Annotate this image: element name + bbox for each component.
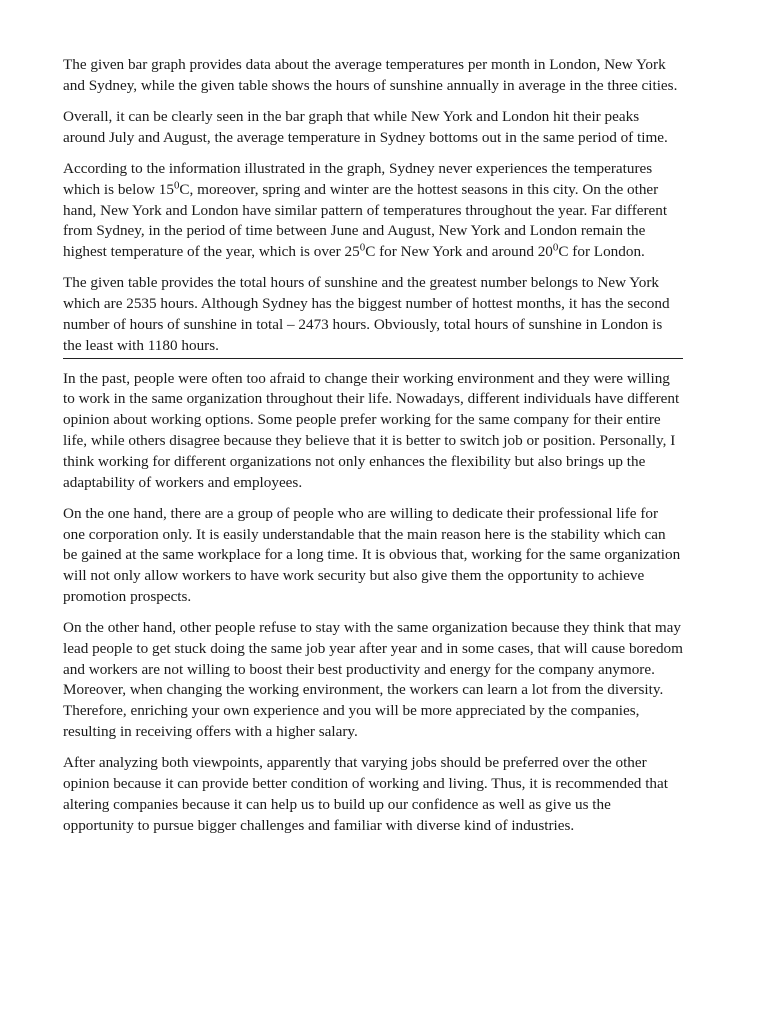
text-segment: C for London. (558, 243, 645, 261)
degree-superscript: 0 (173, 179, 180, 192)
report-paragraph-temperatures (63, 159, 683, 263)
report-paragraph-sunshine: The given table provides the total hours of sunshine and the greatest number belongs to New York which are 2535 hours. Although Sydney has the biggest number of hottest months, it has the second number of hours of sunshine in total – 2473 hours. Obviously, total hours of sunshine in London is the least with 1180 hours. (63, 274, 670, 354)
degree-superscript: 0 (552, 241, 559, 254)
essay-paragraph-intro: In the past, people were often too afraid to change their working environment and they were willing to work in the same organization throughout their life. Nowadays, different individuals have different opinion about working options. Some people prefer working for the same company for their entire life, while others disagree because they believe that it is better to switch job or position. Personally, I think working for different organizations not only enhances the flexibility but also brings up the adaptability of workers and employees. (63, 369, 680, 491)
essay-section (63, 358, 683, 837)
document-body (63, 55, 683, 847)
report-paragraph-overview: Overall, it can be clearly seen in the bar graph that while New York and London hit their peaks around July and August, the average temperature in Sydney bottoms out in the same period of time. (63, 107, 668, 146)
essay-paragraph-one-hand: On the one hand, there are a group of people who are willing to dedicate their professional life for one corporation only. It is easily understandable that the main reason here is the stability which can be gained at the same workplace for a long time. It is obvious that, working for the same organization will not only allow workers to have work security but also give them the opportunity to achieve promotion prospects. (63, 504, 681, 605)
essay-paragraph-other-hand: On the other hand, other people refuse to stay with the same organization because they think that may lead people to get stuck doing the same job year after year and in some cases, that will cause boredom and workers are not willing to boost their best productivity and energy for the company anymore. Moreover, when changing the working environment, the workers can learn a lot from the diversity. Therefore, enriching your own experience and you will be more appreciated by the companies, resulting in receiving offers with a higher salary. (63, 619, 683, 741)
text-segment: C, moreover, spring and winter are the hottest seasons in this city. On the other hand, New York and London have similar pattern of temperatures throughout the year. Far different from Sydney, in the period of time between June and August, New York and London remain the highest temperature of the year, which is over 25 (63, 180, 668, 261)
text-segment: According to the information illustrated in the graph, Sydney never experiences the temperatures which is below 15 (63, 159, 653, 198)
degree-superscript: 0 (359, 241, 366, 254)
text-segment: C for New York and around 20 (365, 243, 553, 261)
report-paragraph-intro: The given bar graph provides data about the average temperatures per month in London, New York and Sydney, while the given table shows the hours of sunshine annually in average in the three cities. (63, 56, 678, 94)
essay-paragraph-conclusion: After analyzing both viewpoints, apparently that varying jobs should be preferred over the other opinion because it can provide better condition of working and living. Thus, it is recommended that altering companies because it can help us to build up our confidence as well as give us the opportunity to pursue bigger challenges and familiar with diverse kind of industries. (63, 754, 668, 834)
report-section (63, 55, 683, 357)
